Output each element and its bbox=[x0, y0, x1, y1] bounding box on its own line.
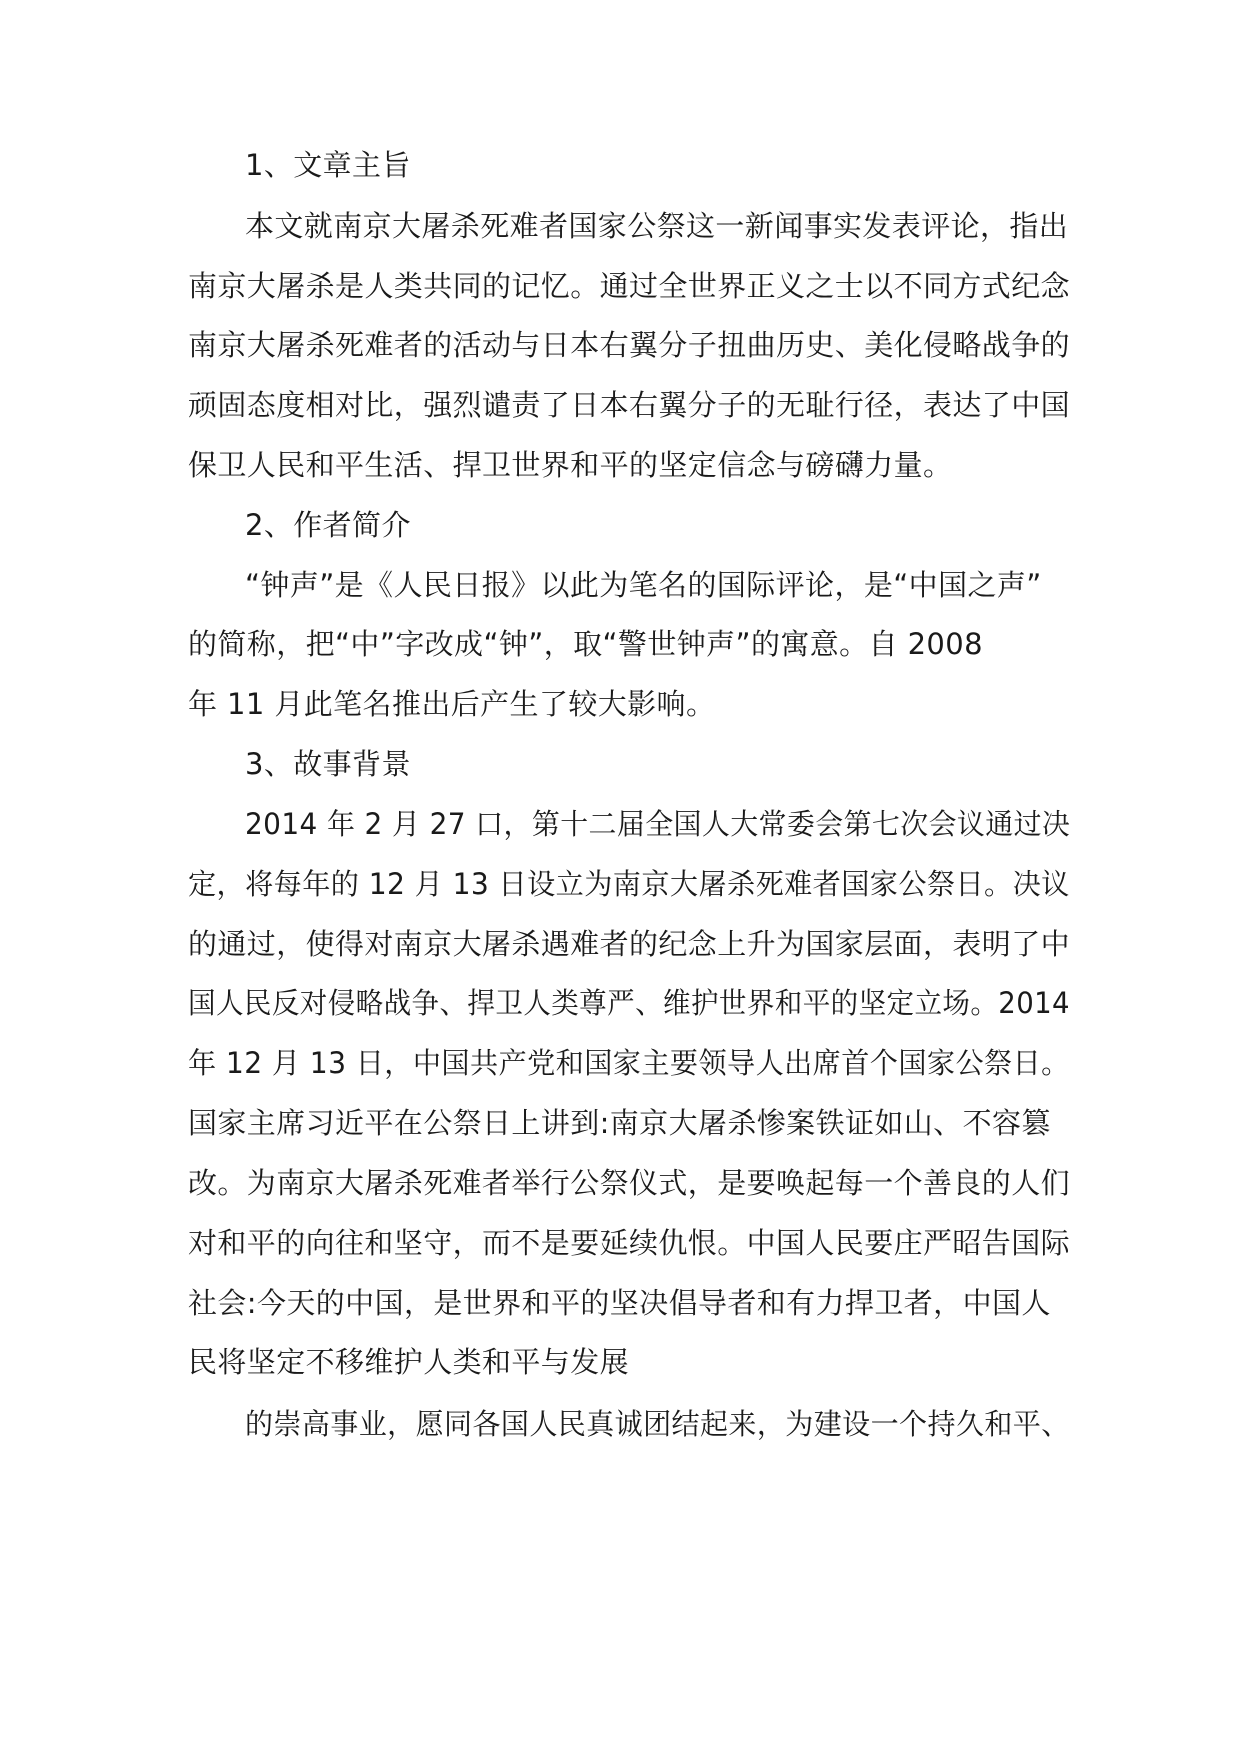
paragraph-line: 国人民反对侵略战争、捍卫人类尊严、维护世界和平的坚定立场。2014 bbox=[188, 986, 1070, 1020]
paragraph-line: 南京大屠杀死难者的活动与日本右翼分子扭曲历史、美化侵略战争的 bbox=[188, 328, 1071, 362]
paragraph-line: 定，将每年的 12 月 13 日设立为南京大屠杀死难者国家公祭日。决议 bbox=[188, 867, 1070, 901]
paragraph-line: 的简称，把“中”字改成“钟”，取“警世钟声”的寓意。自 2008 bbox=[188, 627, 983, 661]
paragraph-line: 民将坚定不移维护人类和平与发展 bbox=[188, 1345, 630, 1379]
paragraph-line: 年 12 月 13 日，中国共产党和国家主要领导人出席首个国家公祭日。 bbox=[188, 1046, 1070, 1080]
paragraph-line: 年 11 月此笔名推出后产生了较大影响。 bbox=[188, 687, 716, 721]
paragraph-line: 2014 年 2 月 27 口，第十二届全国人大常委会第七次会议通过决 bbox=[245, 807, 1071, 841]
paragraph-line: 保卫人民和平生活、捍卫世界和平的坚定信念与磅礴力量。 bbox=[188, 448, 953, 482]
paragraph-line: 南京大屠杀是人类共同的记忆。通过全世界正义之士以不同方式纪念 bbox=[188, 269, 1071, 303]
paragraph-line: “钟声”是《人民日报》以此为笔名的国际评论，是“中国之声” bbox=[245, 568, 1042, 602]
section-heading-1: 1、文章主旨 bbox=[245, 148, 411, 182]
section-heading-3: 3、故事背景 bbox=[245, 747, 411, 781]
paragraph-line: 对和平的向往和坚守，而不是要延续仇恨。中国人民要庄严昭告国际 bbox=[188, 1226, 1071, 1260]
paragraph-line: 本文就南京大屠杀死难者国家公祭这一新闻事实发表评论，指出 bbox=[245, 209, 1069, 243]
section-heading-2: 2、作者简介 bbox=[245, 508, 411, 542]
paragraph-line: 的通过，使得对南京大屠杀遇难者的纪念上升为国家层面，表明了中 bbox=[188, 927, 1071, 961]
paragraph-line: 社会:今天的中国，是世界和平的坚决倡导者和有力捍卫者，中国人 bbox=[188, 1286, 1051, 1320]
paragraph-line: 国家主席习近平在公祭日上讲到:南京大屠杀惨案铁证如山、不容篡 bbox=[188, 1106, 1051, 1140]
paragraph-line: 顽固态度相对比，强烈谴责了日本右翼分子的无耻行径，表达了中国 bbox=[188, 388, 1071, 422]
paragraph-line: 改。为南京大屠杀死难者举行公祭仪式，是要唤起每一个善良的人们 bbox=[188, 1166, 1071, 1200]
paragraph-line: 的崇高事业，愿同各国人民真诚团结起来，为建设一个持久和平、 bbox=[245, 1407, 1070, 1441]
